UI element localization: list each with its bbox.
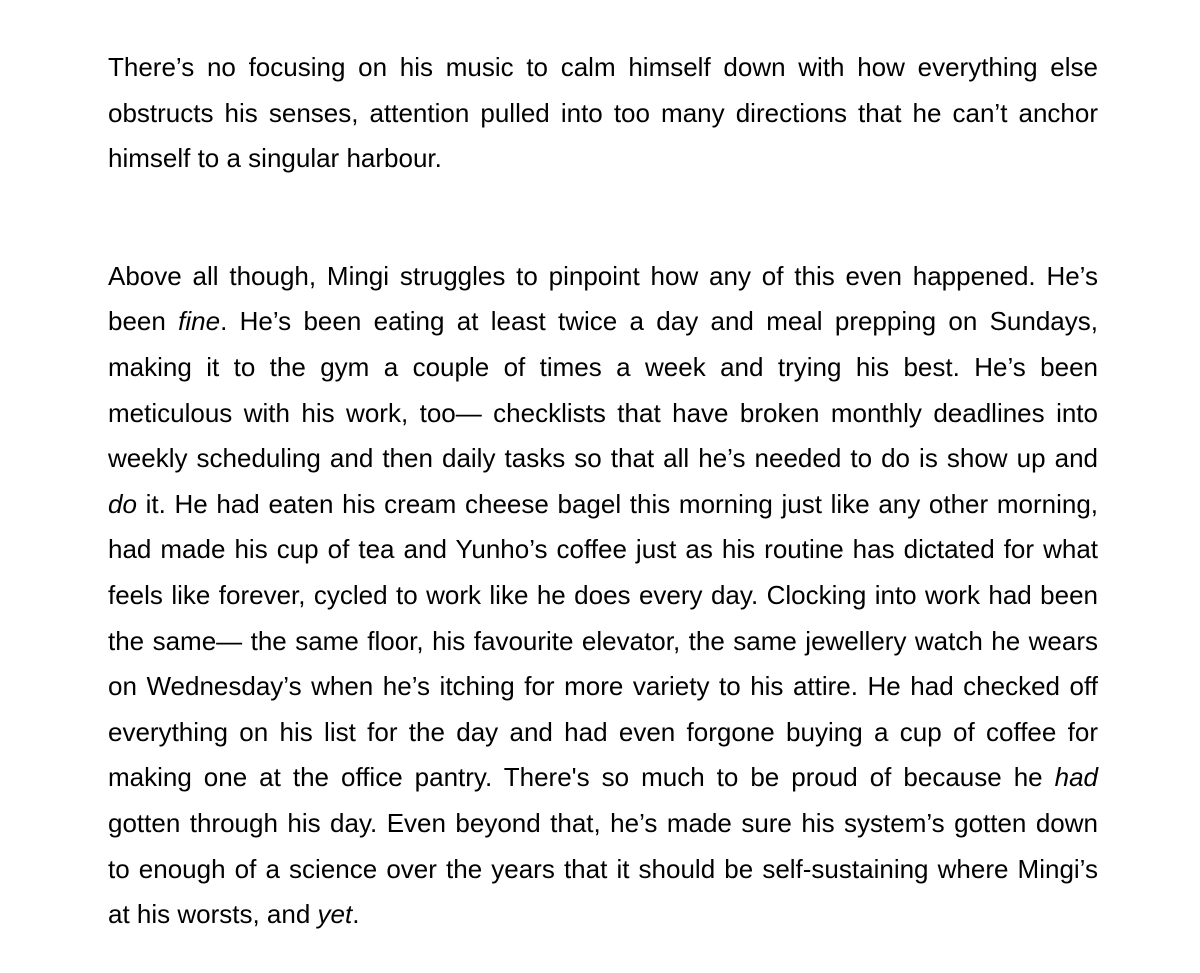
emphasis-yet: yet: [317, 899, 353, 930]
paragraph-2-text: gotten through his day. Even beyond that, he’s made sure his system’s gotten down to enough of a science over the years that it should be self-sustaining where Mingi’s at his worsts, and: [108, 807, 1098, 930]
emphasis-do: do: [108, 488, 137, 519]
paragraph-2-text: . He’s been eating at least twice a day and meal prepping on Sundays, making it to the gym a couple of times a week and trying his best. He’s been meticulous with his work, too— checklists that have broken monthly deadlines into weekly scheduling and then daily tasks so that all he’s needed to do is show up and: [108, 306, 1098, 474]
paragraph-2: [108, 254, 1098, 938]
paragraph-1-text: There’s no focusing on his music to calm himself down with how everything else obstructs his senses, attention pulled into too many directions that he can’t anchor himself to a singular harbour.: [108, 52, 1098, 174]
paragraph-2-text: .: [352, 899, 360, 930]
paragraph-1: [108, 45, 1098, 182]
paragraph-2-text: it. He had eaten his cream cheese bagel this morning just like any other morning, had made his cup of tea and Yunho’s coffee just as his routine has dictated for what feels like forever, cycled to work like he does every day. Clocking into work had been the same— the same floor, his favourite elevator, the same jewellery watch he wears on Wednesday’s when he’s itching for more variety to his attire. He had checked off everything on his list for the day and had even forgone buying a cup of coffee for making one at the office pantry. There's so much to be proud of because he: [108, 488, 1098, 793]
paragraph-2-text: Above all though, Mingi struggles to pinpoint how any of this even happened. He’s been: [108, 260, 1098, 337]
document-body: [108, 45, 1098, 938]
emphasis-fine: fine: [178, 306, 221, 337]
emphasis-had: had: [1054, 762, 1098, 793]
